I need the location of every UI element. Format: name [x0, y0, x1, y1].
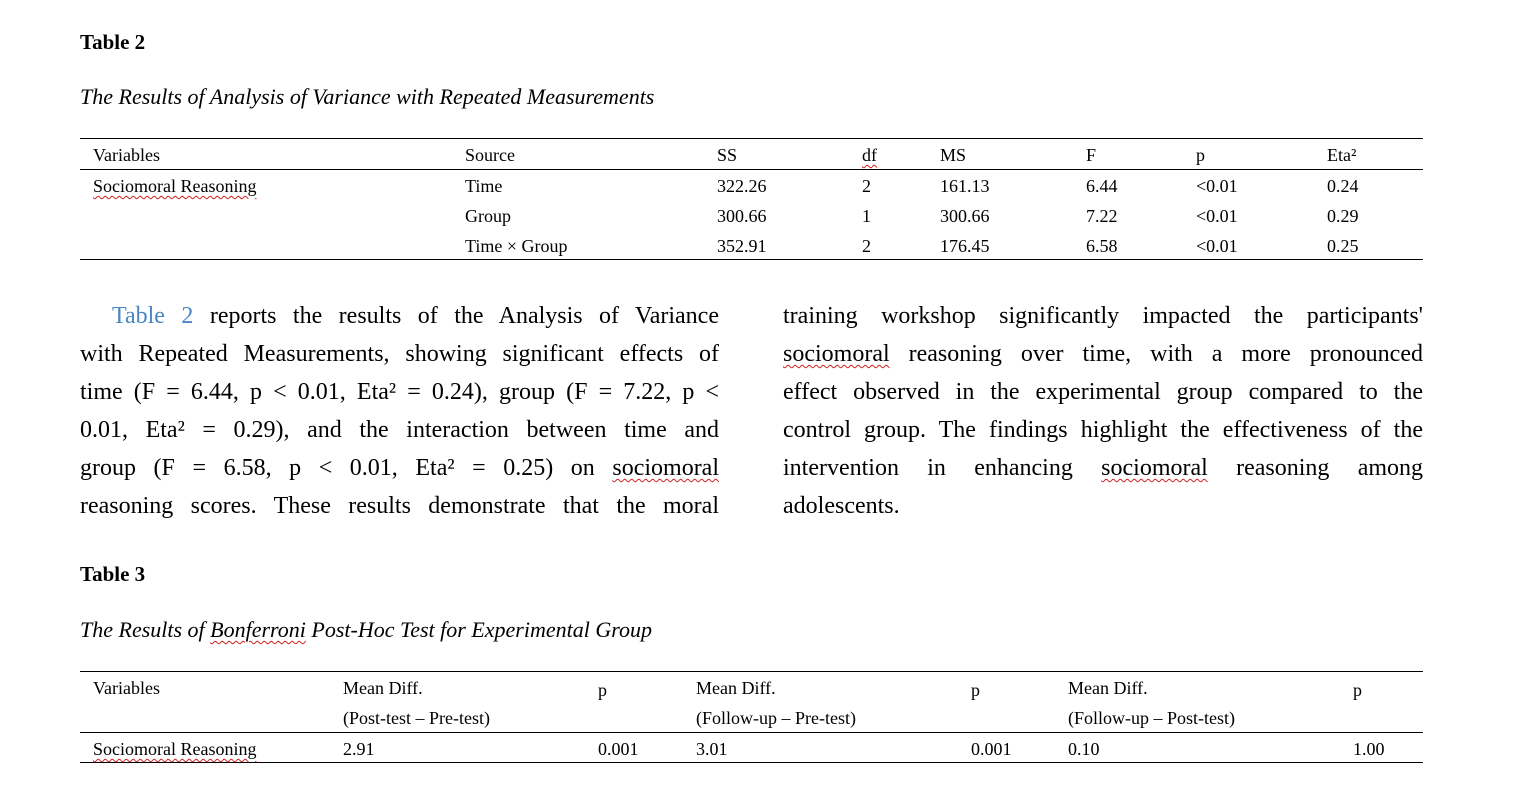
mean-diff-cell: 0.10 — [1068, 739, 1100, 759]
ss-cell: 322.26 — [717, 176, 767, 196]
col-header-f: F — [1086, 145, 1097, 165]
body-line: adolescents. — [783, 493, 900, 519]
ms-cell: 300.66 — [940, 206, 990, 226]
ss-cell: 300.66 — [717, 206, 767, 226]
body-line: intervention in enhancing sociomoral reasoning among — [783, 455, 1424, 481]
eta-cell: 0.29 — [1327, 206, 1359, 226]
col-header-variables: Variables — [93, 678, 160, 698]
body-text-right-column — [783, 297, 1423, 525]
eta-cell: 0.25 — [1327, 236, 1359, 256]
col-header-ss: SS — [717, 145, 738, 165]
p-cell: 0.001 — [971, 739, 1012, 759]
ms-cell: 176.45 — [940, 236, 990, 256]
table3-label: Table 3 — [80, 562, 146, 586]
body-line: control group. The findings highlight the effectiveness of the — [783, 417, 1423, 443]
table3-top-rule — [80, 671, 1423, 672]
body-line: group (F = 6.58, p < 0.01, Eta² = 0.25) on sociomoral — [80, 455, 719, 481]
spellcheck-word: sociomoral — [1101, 455, 1208, 481]
col-header-mean-diff-2: Mean Diff. — [696, 678, 776, 698]
table3-header-rule — [80, 732, 1423, 733]
table2-header-rule — [80, 169, 1423, 170]
df-cell: 1 — [862, 206, 871, 226]
table3-caption: The Results of Bonferroni Post-Hoc Test for Experimental Group — [80, 617, 652, 642]
table2-top-rule — [80, 138, 1423, 139]
col-header-mean-diff-3: Mean Diff. — [1068, 678, 1148, 698]
mean-diff-cell: 3.01 — [696, 739, 728, 759]
body-line: time (F = 6.44, p < 0.01, Eta² = 0.24), group (F = 7.22, p < — [80, 379, 719, 405]
col-header-p-2: p — [971, 680, 980, 700]
mean-diff-cell: 2.91 — [343, 739, 375, 759]
source-cell: Time — [465, 176, 503, 196]
df-cell: 2 — [862, 176, 871, 196]
variable-cell: Sociomoral Reasoning — [93, 739, 257, 759]
col-subheader-mean-diff-3: (Follow-up – Post-test) — [1068, 708, 1236, 728]
source-cell: Group — [465, 206, 511, 226]
source-cell: Time × Group — [465, 236, 568, 256]
body-line: effect observed in the experimental group compared to the — [783, 379, 1423, 405]
body-line: 0.01, Eta² = 0.29), and the interaction between time and — [80, 417, 719, 443]
col-header-source: Source — [465, 145, 515, 165]
f-cell: 6.44 — [1086, 176, 1118, 196]
table3-bottom-rule — [80, 762, 1423, 763]
eta-cell: 0.24 — [1327, 176, 1359, 196]
col-header-mean-diff-1: Mean Diff. — [343, 678, 423, 698]
p-cell: 1.00 — [1353, 739, 1385, 759]
ss-cell: 352.91 — [717, 236, 767, 256]
p-cell: <0.01 — [1196, 176, 1238, 196]
col-header-ms: MS — [940, 145, 967, 165]
table2-bottom-rule — [80, 259, 1423, 260]
spellcheck-word: sociomoral — [783, 341, 890, 367]
col-header-p-1: p — [598, 680, 607, 700]
table2-variable-label: Sociomoral Reasoning — [93, 176, 257, 196]
p-cell: 0.001 — [598, 739, 639, 759]
body-line: Table 2 reports the results of the Analysis of Variance — [112, 303, 719, 329]
col-subheader-mean-diff-2: (Follow-up – Pre-test) — [696, 708, 856, 728]
body-line: sociomoral reasoning over time, with a more pronounced — [783, 341, 1423, 367]
f-cell: 6.58 — [1086, 236, 1118, 256]
col-header-eta: Eta² — [1327, 145, 1357, 165]
spellcheck-word: Bonferroni — [210, 617, 306, 642]
table2-link[interactable]: Table 2 — [112, 303, 194, 329]
body-line: training workshop significantly impacted the participants' — [783, 303, 1423, 329]
col-header-df: df — [862, 145, 877, 165]
body-line: with Repeated Measurements, showing significant effects of — [80, 341, 719, 367]
col-header-variables: Variables — [93, 145, 160, 165]
body-text-left-column — [80, 297, 719, 525]
df-cell: 2 — [862, 236, 871, 256]
col-header-p-3: p — [1353, 680, 1362, 700]
table2-label: Table 2 — [80, 30, 146, 54]
p-cell: <0.01 — [1196, 236, 1238, 256]
p-cell: <0.01 — [1196, 206, 1238, 226]
f-cell: 7.22 — [1086, 206, 1118, 226]
col-subheader-mean-diff-1: (Post-test – Pre-test) — [343, 708, 490, 728]
col-header-p: p — [1196, 145, 1205, 165]
table2-caption: The Results of Analysis of Variance with Repeated Measurements — [80, 84, 655, 109]
body-line: reasoning scores. These results demonstrate that the moral — [80, 493, 719, 519]
ms-cell: 161.13 — [940, 176, 990, 196]
spellcheck-word: sociomoral — [612, 455, 719, 481]
